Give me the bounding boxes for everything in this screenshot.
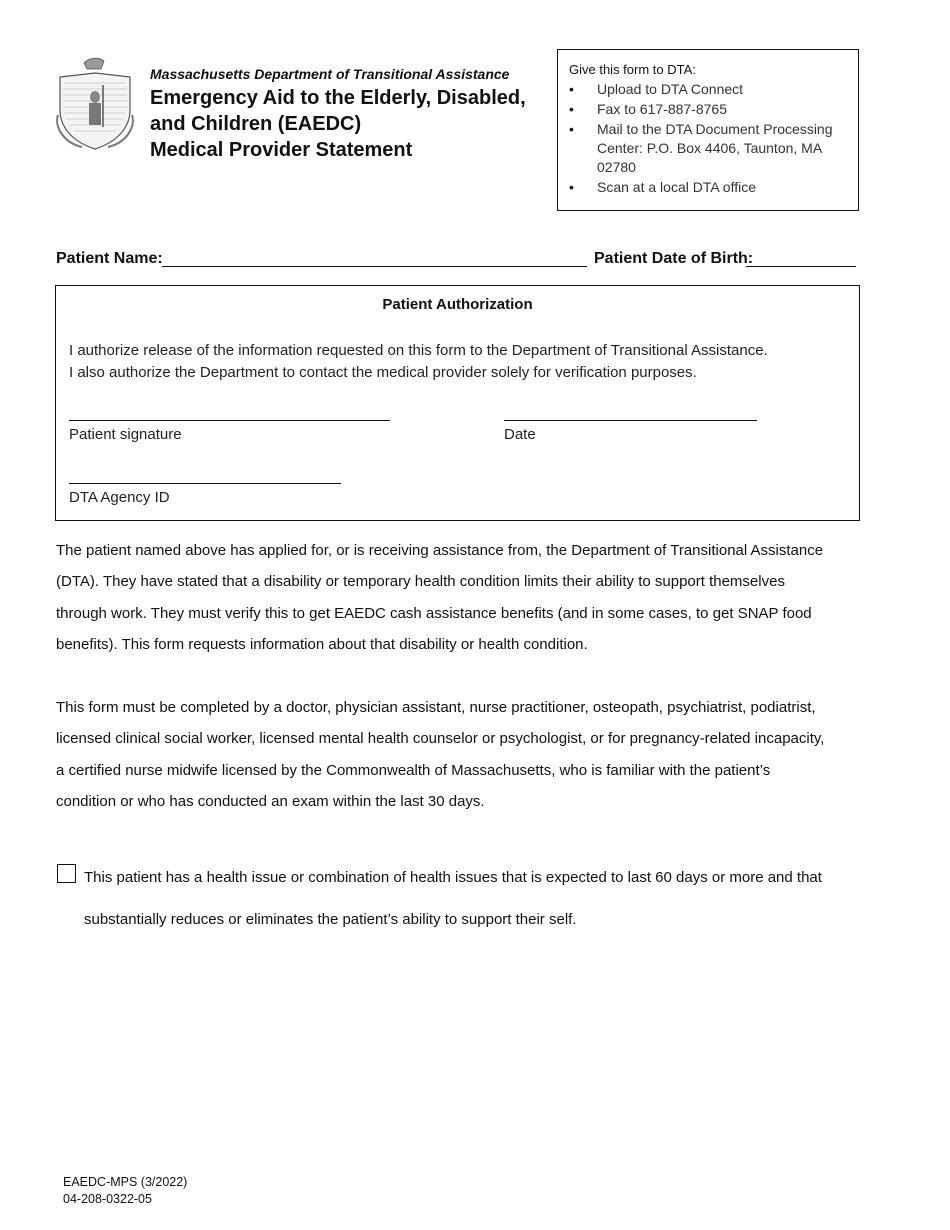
submission-instructions-box [557, 49, 859, 211]
list-item: • Fax to 617-887-8765 [569, 100, 848, 119]
patient-signature-field[interactable] [69, 420, 390, 421]
form-number: 04-208-0322-05 [63, 1192, 152, 1206]
submission-methods-list [569, 80, 848, 197]
form-title-line: and Children (EAEDC) [150, 113, 362, 135]
paragraph-line: condition or who has conducted an exam within the last 30 days. [56, 792, 485, 810]
patient-signature-label: Patient signature [69, 426, 182, 443]
form-code: EAEDC-MPS (3/2022) [63, 1175, 188, 1189]
paragraph-line: This form must be completed by a doctor, physician assistant, nurse practitioner, osteopath, psychiatrist, podiatrist, [56, 699, 816, 716]
paragraph-line: (DTA). They have stated that a disability or temporary health condition limits their ability to support themselves [56, 573, 785, 591]
paragraph-line: licensed clinical social worker, licensed mental health counselor or psychologist, or for pregnancy-related incapacity, [56, 730, 825, 748]
statement-line: substantially reduces or eliminates the patient’s ability to support their self. [84, 911, 577, 928]
massachusetts-seal-icon [54, 55, 136, 151]
agency-name: Massachusetts Department of Transitional Assistance [150, 66, 510, 82]
paragraph-line: benefits). This form requests information about that disability or health condition. [56, 635, 588, 653]
form-title-line: Emergency Aid to the Elderly, Disabled, [150, 87, 526, 109]
health-issue-checkbox[interactable] [57, 864, 76, 883]
statement-line: This patient has a health issue or combination of health issues that is expected to last 60 days or more and that [84, 869, 822, 886]
paragraph-line: through work. They must verify this to get EAEDC cash assistance benefits (and in some cases, to get SNAP food [56, 604, 812, 622]
submission-heading: Give this form to DTA: [569, 62, 696, 77]
date-label: Date [504, 426, 536, 443]
authorization-line: I authorize release of the information requested on this form to the Department of Transitional Assistance. [69, 342, 768, 359]
date-field[interactable] [504, 420, 757, 421]
list-item: • Mail to the DTA Document Processing Center: P.O. Box 4406, Taunton, MA 02780 [569, 120, 848, 177]
form-title-line: Medical Provider Statement [150, 139, 413, 161]
authorization-statement [69, 340, 768, 384]
eligibility-paragraph [56, 692, 824, 817]
patient-authorization-box [55, 285, 860, 521]
authorization-title: Patient Authorization [382, 296, 533, 313]
list-item: • Upload to DTA Connect [569, 80, 848, 99]
patient-dob-label: Patient Date of Birth: [594, 250, 754, 267]
paragraph-line: The patient named above has applied for, or is receiving assistance from, the Department of Transitional Assistance [56, 542, 824, 559]
list-item: • Scan at a local DTA office [569, 178, 848, 197]
patient-dob-field[interactable] [746, 266, 856, 267]
form-title [150, 85, 526, 163]
authorization-line: I also authorize the Department to contact the medical provider solely for verification purposes. [69, 364, 697, 381]
patient-name-field[interactable] [162, 266, 587, 267]
intro-paragraph [56, 535, 823, 660]
dta-agency-id-label: DTA Agency ID [69, 489, 170, 506]
health-issue-statement [84, 866, 822, 932]
dta-agency-id-field[interactable] [69, 483, 341, 484]
form-footer [63, 1174, 187, 1208]
paragraph-line: a certified nurse midwife licensed by the Commonwealth of Massachusetts, who is familiar with the patient’s [56, 761, 771, 779]
patient-name-label: Patient Name: [56, 250, 163, 267]
